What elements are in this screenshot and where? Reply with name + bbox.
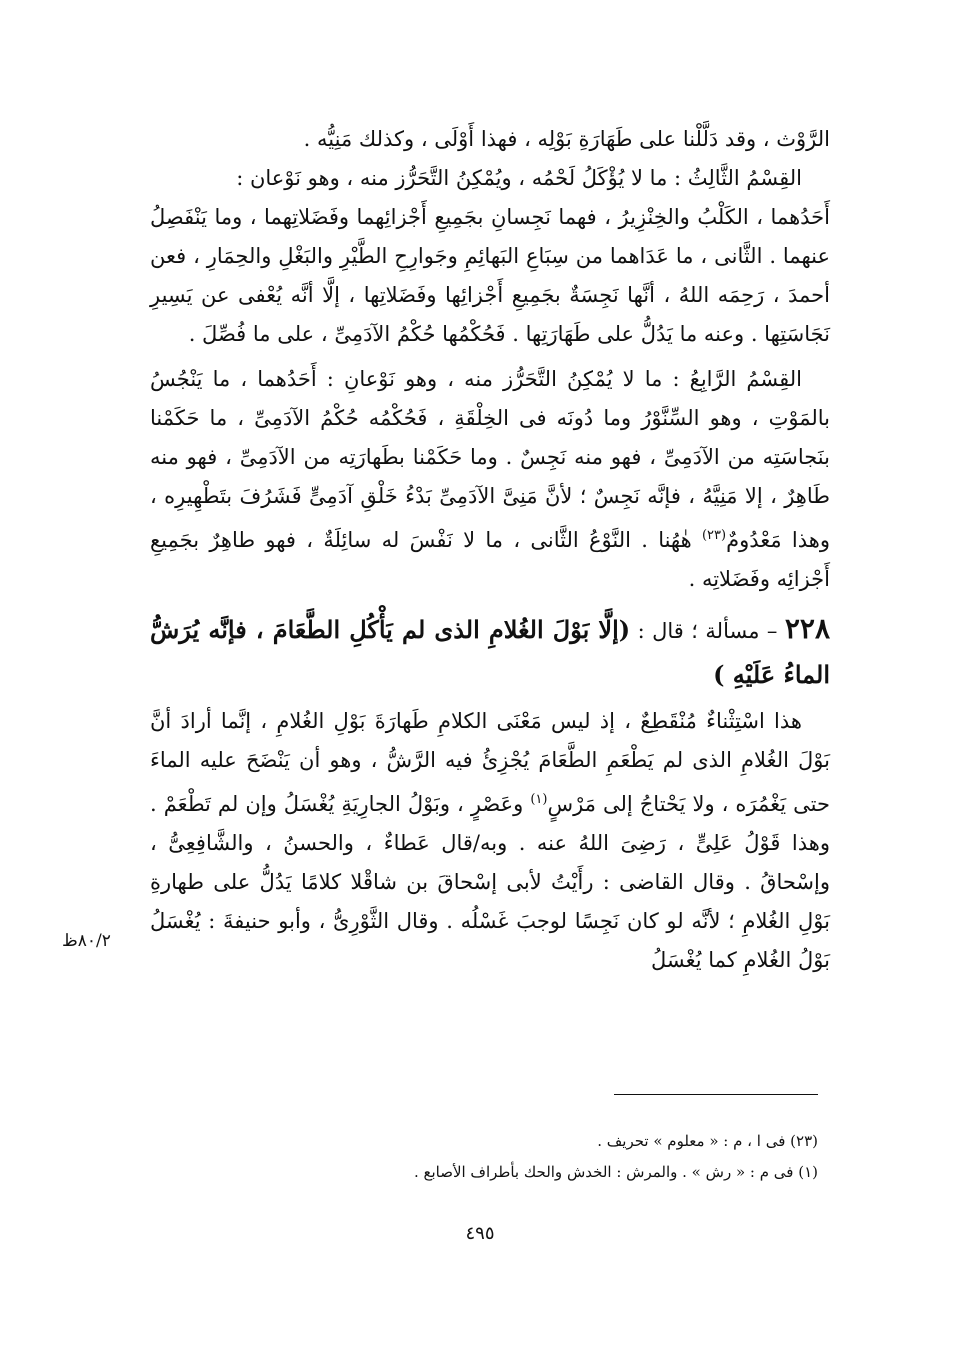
footnote-1: (١) فى م : « رش » . والمرش : الخدش والحك بأطراف الأصابع . [413, 1163, 818, 1181]
main-text [150, 120, 830, 980]
paragraph-fourth-end: هٰهُنا . النَّوْعُ الثَّانى ، ما لا نَفْسَ له سائِلَةٌ ، فهو طاهِرٌ بجَمِيعِ أَجْزائِه وفَضَلاتِه . [150, 528, 830, 591]
footnotes [250, 1126, 818, 1188]
paragraph-commentary-rest: وعَصْرٍ ، وبَوْلُ الجارِيَةِ يُغْسَلُ وإن لم تَطْعَمْ . وهذا قَوْلُ عَلِىٍّ ، رَضِىَ اللهُ عنه . وبه/قال عَطاءٌ ، والحسنُ ، والشَّافِعِىُّ ، وإسْحاقُ . وقال القاضى : رأَيْتُ لأبى إسْحاقَ بن شاقْلا كلامًا يَدُلُّ على طهارةِ بَوْلِ الغُلامِ ؛ لأنَّه لو كان نَجِسًا لوجبَ غَسْلُه . وقال الثَّوْرِىُّ ، وأبو حنيفةَ : يُغْسَلُ بَوْلُ الغُلامِ كما يُغْسَلُ [150, 792, 830, 972]
footnote-ref-23: (٢٣) [701, 528, 727, 543]
issue-heading [150, 607, 830, 696]
footnote-divider [614, 1094, 818, 1095]
paragraph-third-category: القِسْمُ الثَّالِثُ : ما لا يُؤْكَلُ لَحْمُه ، ويُمْكِنُ التَّحَرُّز منه ، وهو نَوْعان : [236, 166, 802, 190]
issue-quote: (إلَّا بَوْلَ الغُلامِ الذى لم يَأْكُلِ الطَّعَامَ ، فإنَّه يُرَشُّ الماءُ عَلَيْهِ ) [150, 615, 830, 689]
paragraph-dogs-pigs: أَحَدُهما ، الكَلْبُ والخِنْزِيرُ ، فهما نَجِسانِ بجَمِيعِ أَجْزائِهما وفَضَلاتِهما ، وما يَنْفَصِلُ عنهما . الثَّانى ، ما عَدَاهما من سِبَاعِ البَهائِمِ وجَوارِحِ الطَّيْرِ والبَغْلِ والحِمَارِ ، فعن أحمدَ ، رَحِمَه اللهُ ، أنَّها نَجِسَةٌ بجَمِيعِ أَجْزائِها وفَضَلاتِها ، إلَّا أنَّه يُعْفى عن يَسِيرِ نَجَاسَتِها . وعنه ما يَدُلُّ على طَهَارَتِها . فَحُكْمُها حُكْمُ الآدَمِىِّ ، على ما فُصِّلَ . [150, 205, 830, 346]
paragraph-commentary-text: هذا اسْتِثْناءٌ مُنْقَطِعٌ ، إذ ليس مَعْنَى الكلامِ طَهارَةَ بَوْلِ الغُلامِ ، إنَّما أرادَ أنَّ بَوْلَ الغُلامِ الذى لم يَطْعَمِ الطَّعَامَ يُجْزِئُ فيه الرَّشُّ ، وهو أن يَنْضَحَ عليه الماءَ حتى يَغْمُرَه ، ولا يَحْتاجُ إلى مَرْسٍ [150, 709, 830, 816]
footnote-23: (٢٣) فى ا ، م : « معلوم » تحريف . [597, 1132, 818, 1150]
issue-label: مسألة ؛ قال : [630, 619, 760, 643]
paragraph-continuation: الرَّوْث ، وقد دَلَّلْنا على طَهَارَةِ بَوْلِه ، فهذا أَوْلَى ، وكذلك مَنِيُّه . [303, 127, 830, 151]
issue-number: ٢٢٨ [784, 612, 831, 645]
paragraph-fourth-text: القِسْمُ الرَّابِعُ : ما لا يُمْكِنُ التَّحَرُّز منه ، وهو نَوْعانِ : أَحَدُهما ، ما يَنْجُسُ بالمَوْتِ ، وهو السِّنَّوْرُ وما دُونَه فى الخِلْقَةِ ، فَحُكْمُه حُكْمُ الآدَمِىِّ ، ما حَكَمْنا بنَجاسَتِه من الآدَمِىِّ ، فهو منه نَجِسٌ . وما حَكَمْنا بطَهارَتِه من الآدَمِىِّ ، فهو منه طَاهِرٌ ، إلا مَنِيَّهُ ، فإنَّه نَجِسٌ ؛ لأنَّ مَنِىَّ الآدَمِىِّ بَدْءُ خَلْقِ آدَمِىٍّ فَشَرُفَ بتَطْهِيرِه ، وهذا مَعْدُومٌ [150, 367, 830, 552]
manuscript-folio-note: ٨٠/٢ظ [62, 931, 111, 951]
footnote-ref-1: (١) [530, 792, 548, 807]
page-number: ٤٩٥ [465, 1223, 495, 1244]
paragraph-commentary [150, 702, 830, 980]
issue-dash: – [759, 619, 785, 643]
paragraph-fourth-category [150, 360, 830, 599]
